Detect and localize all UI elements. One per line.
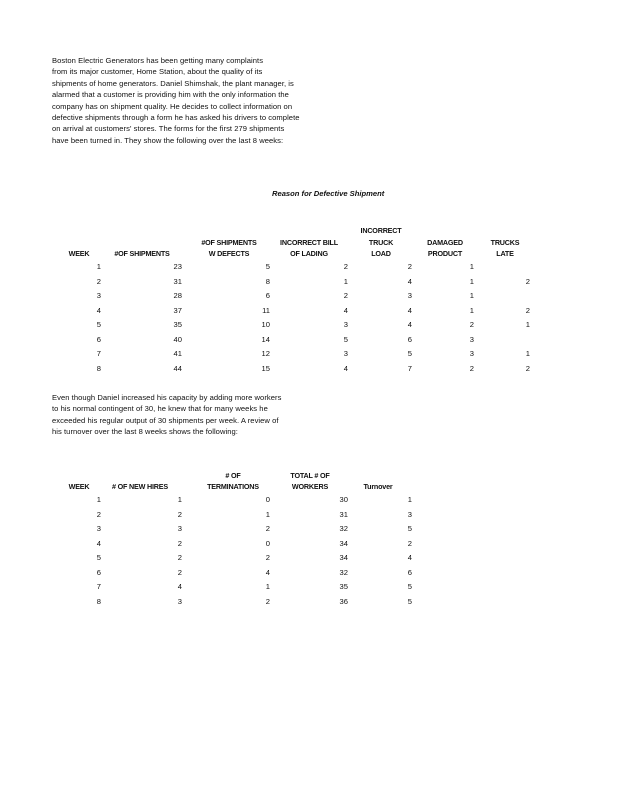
defect-table-cell: 2: [343, 291, 348, 300]
defect-table-cell: 1: [96, 262, 101, 271]
defect-table-cell: 3: [96, 291, 101, 300]
defect-table-header: [188, 237, 270, 259]
intro-line: alarmed that a customer is providing him with the only information the: [52, 90, 289, 100]
defect-table-cell: 3: [343, 320, 348, 329]
turnover-intro-line: Even though Daniel increased his capacity by adding more workers: [52, 393, 282, 402]
defect-table-cell: 6: [265, 291, 270, 300]
defect-table-cell: 5: [265, 262, 270, 271]
turnover-table-cell: 3: [177, 524, 182, 533]
defect-table-cell: 23: [173, 262, 182, 271]
defect-table-cell: 4: [407, 320, 412, 329]
defect-table-header: [268, 237, 350, 259]
defect-table-cell: 2: [469, 320, 474, 329]
defect-table-cell: 4: [343, 305, 348, 315]
turnover-table-cell: 34: [339, 553, 348, 562]
defect-table-cell: 2: [525, 276, 530, 286]
turnover-intro-line: exceeded his regular output of 30 shipments per week. A review of: [52, 415, 279, 425]
defect-table-cell: 2: [407, 262, 412, 271]
defect-table-cell: 3: [343, 349, 348, 358]
defect-table-header: [104, 248, 180, 259]
defect-table-cell: 8: [96, 363, 101, 373]
defect-table-cell: 8: [265, 276, 270, 286]
turnover-table-cell: 1: [265, 509, 270, 519]
turnover-table-cell: 2: [265, 553, 270, 562]
turnover-table-cell: 0: [265, 495, 270, 504]
defect-table-cell: 5: [407, 349, 412, 358]
defect-table-cell: 11: [262, 305, 270, 315]
turnover-table-cell: 3: [177, 596, 182, 606]
turnover-intro-line: to his normal contingent of 30, he knew that for many weeks he: [52, 404, 268, 414]
turnover-table-header: [101, 481, 179, 492]
turnover-table-cell: 7: [96, 582, 101, 591]
turnover-table-cell: 4: [177, 582, 182, 591]
turnover-table-cell: 31: [339, 509, 348, 519]
turnover-table-cell: 1: [265, 582, 270, 591]
defect-table-header-line: INCORRECT: [360, 226, 402, 236]
defect-table-cell: 2: [525, 305, 530, 315]
defect-table-header-line: PRODUCT: [427, 248, 463, 258]
defect-table-cell: 3: [469, 349, 474, 358]
turnover-table-cell: 2: [177, 567, 182, 577]
defect-table-cell: 4: [407, 276, 412, 286]
turnover-table-cell: 5: [407, 596, 412, 606]
turnover-table-cell: 2: [265, 524, 270, 533]
defect-table-header-line: TRUCKS: [490, 237, 520, 247]
turnover-table-header-line: Turnover: [363, 481, 393, 491]
defect-table-header-line: LATE: [496, 248, 514, 258]
turnover-table-cell: 8: [96, 596, 101, 606]
defect-table-header: [483, 237, 527, 259]
turnover-table-cell: 1: [177, 495, 182, 504]
intro-line: shipments of home generators. Daniel Shimshak, the plant manager, is: [52, 78, 294, 88]
defect-table-cell: 12: [261, 349, 270, 358]
turnover-table-header-line: TERMINATIONS: [207, 481, 259, 491]
turnover-table-cell: 4: [407, 553, 412, 562]
defect-table-cell: 10: [261, 320, 270, 329]
turnover-table-cell: 6: [407, 567, 412, 577]
defect-table-cell: 1: [343, 276, 348, 286]
defect-table-header: [352, 225, 410, 259]
turnover-table-cell: 35: [339, 582, 348, 591]
turnover-table-cell: 5: [407, 582, 412, 591]
defect-table-cell: 44: [173, 363, 182, 373]
defect-table-cell: 15: [261, 363, 270, 373]
turnover-table-header-line: TOTAL # OF: [290, 470, 330, 480]
defect-table-cell: 35: [173, 320, 182, 329]
defect-table-cell: 41: [173, 349, 182, 358]
turnover-table-cell: 34: [339, 538, 348, 548]
defect-table-cell: 2: [343, 262, 348, 271]
defect-table-header-line: TRUCK: [368, 237, 394, 247]
turnover-table-cell: 3: [407, 509, 412, 519]
turnover-intro-line: his turnover over the last 8 weeks shows the following:: [52, 427, 238, 437]
turnover-table-cell: 1: [407, 495, 412, 504]
turnover-table-header-line: # OF NEW HIRES: [112, 481, 168, 491]
defect-table-cell: 40: [173, 334, 182, 344]
defect-table-cell: 6: [407, 334, 412, 344]
defect-table-cell: 1: [469, 291, 474, 300]
turnover-table-cell: 2: [96, 509, 101, 519]
defect-table-cell: 6: [96, 334, 101, 344]
turnover-table-header-line: # OF: [225, 470, 241, 480]
defect-table-header-line: INCORRECT BILL: [280, 237, 338, 247]
intro-line: have been turned in. They show the following over the last 8 weeks:: [52, 135, 284, 145]
defect-table-header-line: W DEFECTS: [208, 248, 250, 258]
defect-table-cell: 3: [407, 291, 412, 300]
defect-table-cell: 1: [469, 276, 474, 286]
turnover-table-cell: 2: [407, 538, 412, 548]
defect-table-cell: 28: [173, 291, 182, 300]
turnover-table-header: [350, 481, 406, 492]
defect-table-header-line: LOAD: [371, 248, 391, 258]
defect-table-cell: 7: [96, 349, 101, 358]
intro-paragraph: [52, 55, 300, 146]
turnover-table-cell: 2: [177, 509, 182, 519]
defect-table-header-line: DAMAGED: [427, 237, 463, 247]
turnover-table-cell: 5: [407, 524, 412, 533]
turnover-table-cell: 30: [339, 495, 348, 504]
turnover-paragraph: [52, 392, 281, 438]
turnover-table-cell: 3: [96, 524, 101, 533]
turnover-table-cell: 2: [177, 538, 182, 548]
defect-table-header: [415, 237, 475, 259]
turnover-table-header: [192, 470, 274, 492]
defect-table-cell: 4: [407, 305, 412, 315]
defect-table-cell: 37: [173, 305, 182, 315]
defect-table-cell: 1: [525, 320, 530, 329]
turnover-table-cell: 4: [96, 538, 101, 548]
defect-table-header-line: WEEK: [68, 248, 90, 258]
defect-table-cell: 5: [343, 334, 348, 344]
turnover-table-cell: 2: [265, 596, 270, 606]
defect-table-header: [57, 248, 101, 259]
turnover-table-cell: 0: [265, 538, 270, 548]
turnover-table-header-line: WORKERS: [291, 481, 329, 491]
intro-line: Boston Electric Generators has been getting many complaints: [52, 56, 264, 65]
turnover-table-header: [57, 481, 101, 492]
turnover-table-cell: 32: [339, 567, 348, 577]
defect-table-cell: 1: [469, 305, 474, 315]
defect-table-cell: 5: [96, 320, 101, 329]
defect-table-caption: Reason for Defective Shipment: [272, 189, 385, 198]
intro-line: on arrival at customers' stores. The forms for the first 279 shipments: [52, 124, 285, 134]
defect-table-header-line: #OF SHIPMENTS: [201, 237, 257, 247]
intro-line: company has on shipment quality. He decides to collect information on: [52, 101, 293, 111]
turnover-table-header-line: WEEK: [68, 481, 90, 491]
defect-table-cell: 4: [343, 363, 348, 373]
turnover-table-cell: 1: [96, 495, 101, 504]
turnover-table-cell: 5: [96, 553, 101, 562]
defect-table-cell: 2: [469, 363, 474, 373]
turnover-table-header: [275, 470, 345, 492]
defect-table-cell: 31: [173, 276, 182, 286]
defect-table-cell: 4: [96, 305, 101, 315]
turnover-table-cell: 32: [339, 524, 348, 533]
turnover-table-cell: 6: [96, 567, 101, 577]
defect-table-cell: 1: [469, 262, 474, 271]
defect-table-cell: 1: [525, 349, 530, 358]
turnover-table-cell: 2: [177, 553, 182, 562]
defect-table-cell: 14: [261, 334, 270, 344]
intro-line: from its major customer, Home Station, about the quality of its: [52, 67, 263, 77]
defect-table-cell: 2: [96, 276, 101, 286]
defect-table-cell: 7: [407, 363, 412, 373]
defect-table-header-line: #OF SHIPMENTS: [114, 248, 170, 258]
defect-table-cell: 3: [469, 334, 474, 344]
defect-table-header-line: OF LADING: [290, 248, 328, 258]
turnover-table-cell: 36: [339, 596, 348, 606]
defect-table-cell: 2: [525, 363, 530, 373]
turnover-table-cell: 4: [265, 567, 270, 577]
intro-line: defective shipments through a form he has asked his drivers to complete: [52, 113, 300, 123]
